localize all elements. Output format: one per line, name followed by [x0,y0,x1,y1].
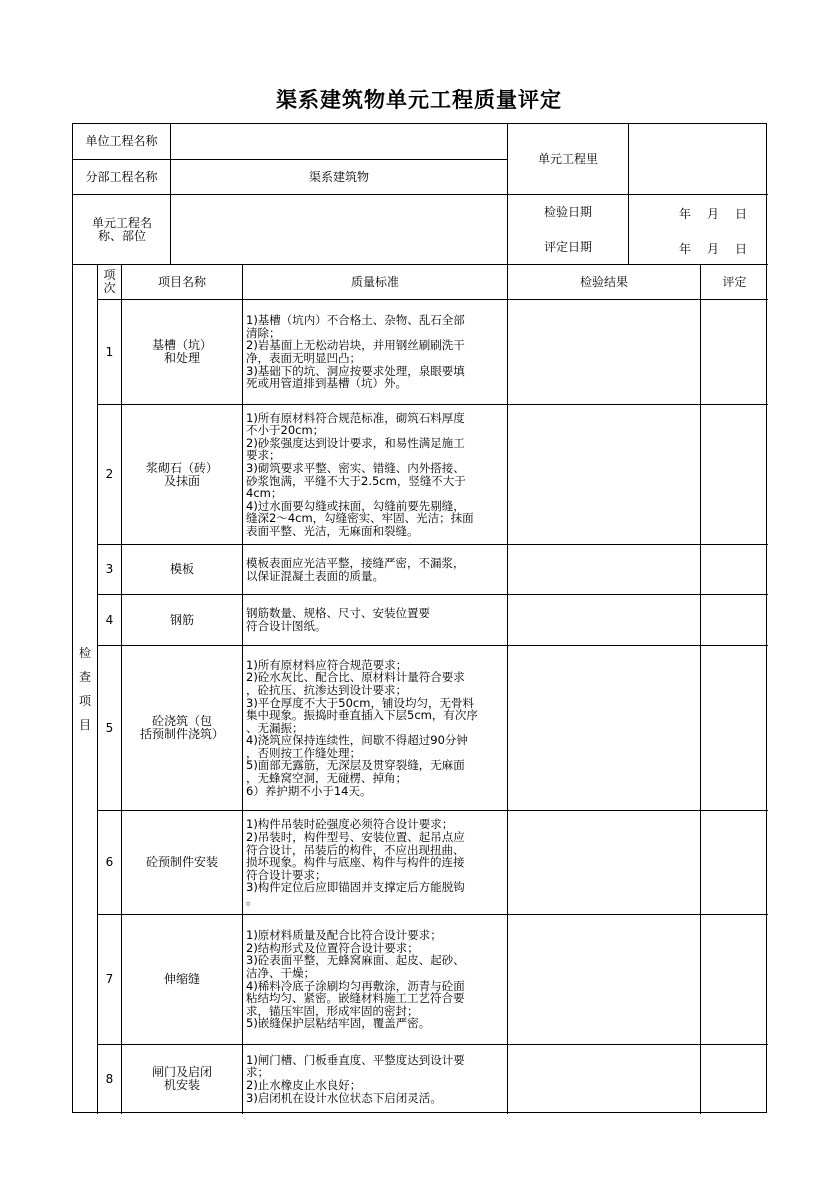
item-standard: 1)构件吊装时砼强度必须符合设计要求； 2)吊装时，构件型号、安装位置、起吊点应 符合设计，吊装后的构件，不应出现扭曲、 损坏现象。构件与底座、构件与构件的连接 符合设计要求； 3)构件定位后应即锚固并支撑定后方能脱钩 。 [246,817,465,907]
date-month: 月 [707,242,720,256]
sub-project-label: 分部工程名称 [85,169,158,184]
date-day: 日 [735,207,748,221]
col-header-name: 项目名称 [157,274,206,289]
sub-project-value[interactable]: 渠系建筑物 [308,169,369,184]
item-standard: 1)所有原材料符合规范标准，砌筑石料厚度 不小于20cm； 2)砂浆强度达到设计要求，和易性满足施工 要求； 3)砌筑要求平整、密实、错缝、内外搭接、 砂浆饱满，平缝不大于2.5cm，竖缝不大于 4cm； 4)过水面要勾缝或抹面，勾缝前要先剔缝， 缝深2～4cm，勾缝密实、牢固、光洁；抹面 表面平整、光洁，无麻面和裂缝。 [246,410,474,538]
col-header-result: 检验结果 [579,274,628,289]
item-no: 6 [105,855,114,869]
inspection-items-label: 检 查 项 目 [78,646,91,732]
assess-date-value[interactable] [679,240,747,257]
item-name: 模板 [169,562,194,576]
item-name: 基槽（坑） 和处理 [151,338,212,365]
item-no: 4 [105,612,114,627]
item-no: 2 [105,467,114,481]
col-header-rating: 评定 [722,274,747,289]
item-no: 7 [105,972,114,986]
quality-assessment-table [72,123,767,1113]
date-day: 日 [735,242,748,256]
col-divider [700,264,701,1114]
item-name: 钢筋 [169,612,194,627]
inspect-date-value[interactable] [679,205,747,222]
element-quantity-value[interactable] [629,124,768,194]
item-no: 3 [105,562,114,576]
item-no: 8 [105,1071,114,1086]
item-standard: 1)闸门槽、门板垂直度、平整度达到设计要 求； 2)止水橡皮止水良好； 3)启闭机在设计水位状态下启闭灵活。 [246,1052,465,1105]
inspect-date-label: 检验日期 [543,205,592,219]
element-quantity-label: 单元工程里 [537,151,598,166]
col-header-standard: 质量标准 [350,274,399,289]
item-name: 砼预制件安装 [145,855,218,869]
page-title: 渠系建筑物单元工程质量评定 [276,88,562,112]
item-name: 浆砌石（砖） 及抹面 [145,460,218,488]
element-name-value[interactable] [171,195,507,264]
item-name: 砼浇筑（包 括预制件浇筑） [139,714,224,741]
col-divider [507,264,508,1114]
item-no: 5 [105,720,114,735]
date-year: 年 [679,242,692,256]
date-month: 月 [707,207,720,221]
unit-project-label: 单位工程名称 [85,134,158,148]
item-standard: 钢筋数量、规格、尺寸、安装位置要 符合设计图纸。 [246,606,430,633]
item-name: 闸门及启闭 机安装 [151,1065,212,1092]
col-header-no: 项次 [103,268,116,295]
item-name: 伸缩缝 [163,972,200,986]
item-standard: 1)原材料质量及配合比符合设计要求； 2)结构形式及位置符合设计要求； 3)砼表面平整，无蜂窝麻面、起皮、起砂、 洁净、干燥； 4)稀料冷底子涂刷均匀再敷涂，沥青与砼面 粘结均匀、紧密。嵌缝材料施工工艺符合要 求，锚压牢固，形成牢固的密封； 5)嵌缝保护层粘结牢固，覆盖严密。 [246,928,465,1031]
element-name-label: 单元工程名称、部位 [91,215,152,243]
item-standard: 模板表面应光洁平整，接缝严密，不漏浆， 以保证混凝土表面的质量。 [246,555,465,583]
unit-project-value[interactable] [171,124,507,159]
item-no: 1 [105,344,114,359]
date-year: 年 [679,207,692,221]
assess-date-label: 评定日期 [543,239,592,254]
item-standard: 1)所有原材料应符合规范要求； 2)砼水灰比、配合比、原材料计量符合要求 ，砼抗压、抗渗达到设计要求； 3)平仓厚度不大于50cm，铺设均匀，无骨料 集中现象。振捣时垂直插入下层5cm，有次序 、无漏振； 4)浇筑应保持连续性，间歇不得超过90分钟 ，否则按工作缝处理； 5)面部无露筋，无深层及贯穿裂缝，无麻面 ，无蜂窝空洞，无碰楞、掉角； 6）养护期不小于14天。 [246,657,478,798]
item-standard: 1)基槽（坑内）不合格土、杂物、乱石全部 清除； 2)岩基面上无松动岩块，并用钢丝刷刷洗干 净，表面无明显凹凸； 3)基础下的坑、洞应按要求处理，泉眼要填 死或用管道排到基槽（坑）外。 [246,313,465,391]
